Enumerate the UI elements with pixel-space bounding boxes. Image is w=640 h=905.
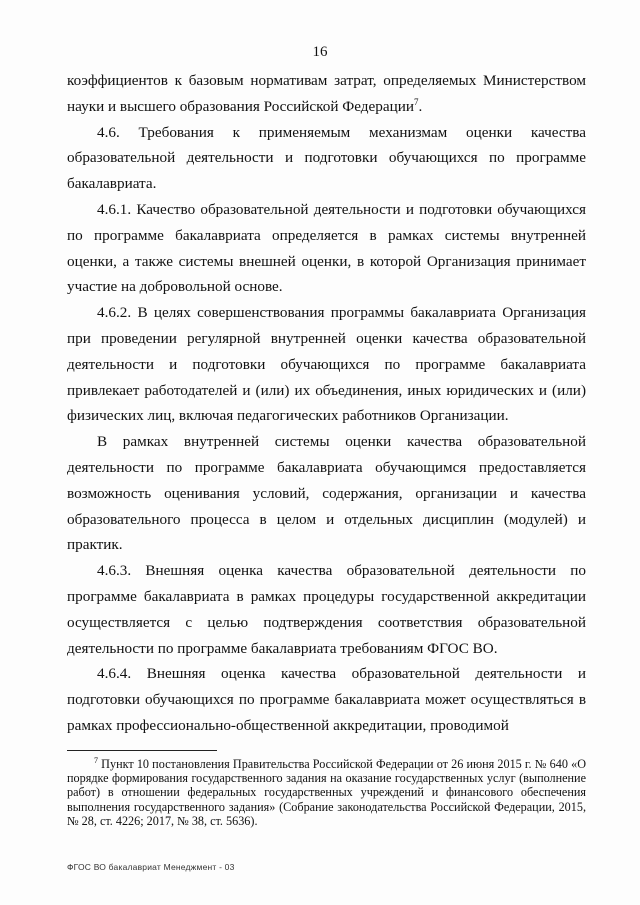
footnote-reference: 7 [414,96,419,107]
page-number: 16 [312,44,328,60]
paragraph-4-6-4: 4.6.4. Внешняя оценка качества образовательной деятельности и подготовки обучающихся по программе бакалавриата может осуществляться в рамках профессионально-общественной аккредитации, проводимой [67,665,586,734]
footnote-divider [67,750,217,751]
paragraph-4-6-3: 4.6.3. Внешняя оценка качества образовательной деятельности по программе бакалавриата в рамках процедуры государственной аккредитации осуществляется с целью подтверждения соответствия образовательной деятельности по программе бакалавриата требованиям ФГОС ВО. [67,562,586,657]
paragraph-4-6-2: 4.6.2. В целях совершенствования программы бакалавриата Организация при проведении регулярной внутренней оценки качества образовательной деятельности и подготовки обучающихся по программе бакалавриата привлекает работодателей и (или) их объединения, иных юридических и (или) физических лиц, включая педагогических работников Организации. [67,304,586,425]
paragraph-4-6: 4.6. Требования к применяемым механизмам оценки качества образовательной деятельности и подготовки обучающихся по программе бакалавриата. [67,123,586,193]
paragraph-4-6-1: 4.6.1. Качество образовательной деятельности и подготовки обучающихся по программе бакалавриата определяется в рамках системы внутренней оценки, а также системы внешней оценки, в которой Организация принимает участие на добровольной основе. [67,200,586,296]
document-footer-label: ФГОС ВО бакалавриат Менеджмент - 03 [67,862,235,872]
paragraph-end-punctuation: . [418,97,423,115]
paragraph-text: коэффициентов к базовым нормативам затрат, определяемых Министерством науки и высшего образования Российской Федерации [67,72,586,115]
body-text [67,68,586,739]
footnote [67,757,586,828]
paragraph-internal-assessment: В рамках внутренней системы оценки качества образовательной деятельности по программе бакалавриата обучающимся предоставляется возможность оценивания условий, содержания, организации и качества образовательного процесса в целом и отдельных дисциплин (модулей) и практик. [67,433,586,554]
footnote-marker: 7 [94,755,98,765]
footnote-text: Пункт 10 постановления Правительства Российской Федерации от 26 июня 2015 г. № 640 «О порядке формирования государственного задания на оказание государственных услуг (выполнение работ) в отношении федеральных государственных учреждений и финансового обеспечения выполнения государственного задания» (Собрание законодательства Российской Федерации, 2015, № 28, ст. 4226; 2017, № 38, ст. 5636). [67,757,587,828]
paragraph-continuation [67,68,586,120]
